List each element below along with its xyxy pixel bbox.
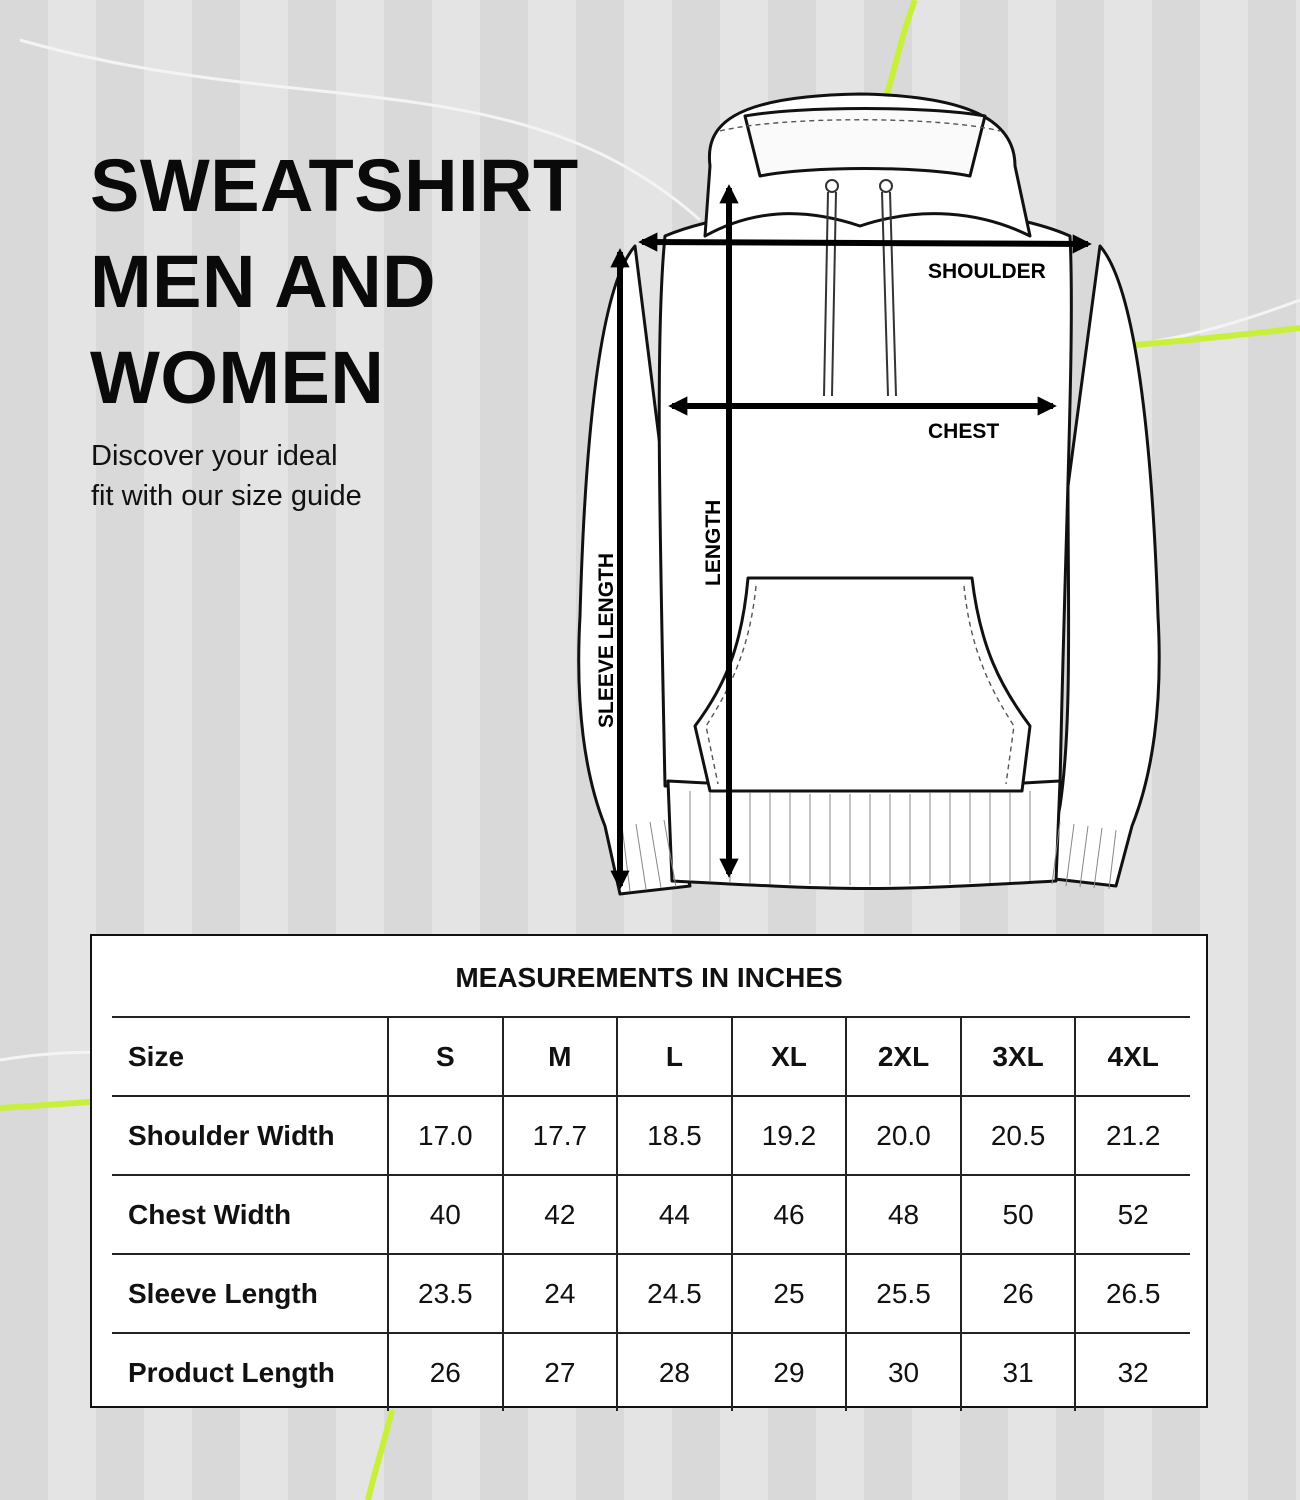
table-cell: 20.5 <box>961 1096 1076 1175</box>
accent-curve <box>0 1102 90 1108</box>
chest-label: CHEST <box>928 420 1000 443</box>
subtitle-line: fit with our size guide <box>91 480 362 512</box>
title-line: WOMEN <box>90 336 385 419</box>
table-cell: 46 <box>732 1175 847 1254</box>
accent-curve <box>368 1410 392 1500</box>
table-cell: 29 <box>732 1333 847 1411</box>
subtitle <box>91 436 431 516</box>
header-cell: 3XL <box>961 1017 1076 1096</box>
table-cell: 30 <box>846 1333 961 1411</box>
table-cell: 26 <box>388 1333 503 1411</box>
table-cell: 44 <box>617 1175 732 1254</box>
table-cell: 21.2 <box>1075 1096 1190 1175</box>
table-cell: 26.5 <box>1075 1254 1190 1333</box>
table-cell: 17.0 <box>388 1096 503 1175</box>
table-cell: 19.2 <box>732 1096 847 1175</box>
table-cell: 48 <box>846 1175 961 1254</box>
hood-inner <box>745 109 985 177</box>
table-row <box>112 1096 1190 1175</box>
table-cell: 17.7 <box>503 1096 618 1175</box>
row-label: Product Length <box>112 1333 388 1411</box>
header-cell: 4XL <box>1075 1017 1190 1096</box>
row-label: Sleeve Length <box>112 1254 388 1333</box>
table-header-row <box>112 1017 1190 1096</box>
table-row <box>112 1333 1190 1411</box>
table-cell: 28 <box>617 1333 732 1411</box>
size-chart-panel <box>90 934 1208 1408</box>
header-cell: L <box>617 1017 732 1096</box>
table-cell: 24.5 <box>617 1254 732 1333</box>
title-line: MEN AND <box>90 240 437 323</box>
length-label: LENGTH <box>702 499 725 586</box>
shoulder-label: SHOULDER <box>928 260 1046 283</box>
row-label: Shoulder Width <box>112 1096 388 1175</box>
page-title <box>90 138 579 426</box>
table-cell: 18.5 <box>617 1096 732 1175</box>
table-row <box>112 1175 1190 1254</box>
subtitle-line: Discover your ideal <box>91 440 338 472</box>
table-cell: 31 <box>961 1333 1076 1411</box>
table-cell: 50 <box>961 1175 1076 1254</box>
table-cell: 42 <box>503 1175 618 1254</box>
table-cell: 52 <box>1075 1175 1190 1254</box>
header-cell: M <box>503 1017 618 1096</box>
header-cell: XL <box>732 1017 847 1096</box>
header-cell: 2XL <box>846 1017 961 1096</box>
table-cell: 24 <box>503 1254 618 1333</box>
accent-curve <box>885 0 915 100</box>
table-cell: 26 <box>961 1254 1076 1333</box>
shoulder-arrow <box>642 242 1088 244</box>
table-cell: 25.5 <box>846 1254 961 1333</box>
table-cell: 40 <box>388 1175 503 1254</box>
header-cell: Size <box>112 1017 388 1096</box>
table-cell: 27 <box>503 1333 618 1411</box>
table-cell: 23.5 <box>388 1254 503 1333</box>
hoodie-diagram <box>560 86 1180 906</box>
table-row <box>112 1254 1190 1333</box>
table-cell: 32 <box>1075 1333 1190 1411</box>
row-label: Chest Width <box>112 1175 388 1254</box>
title-line: SWEATSHIRT <box>90 144 579 227</box>
table-caption: MEASUREMENTS IN INCHES <box>455 962 843 993</box>
header-cell: S <box>388 1017 503 1096</box>
table-cell: 25 <box>732 1254 847 1333</box>
table-cell: 20.0 <box>846 1096 961 1175</box>
size-chart-table <box>112 1016 1190 1411</box>
sleeve-length-label: SLEEVE LENGTH <box>595 552 618 728</box>
